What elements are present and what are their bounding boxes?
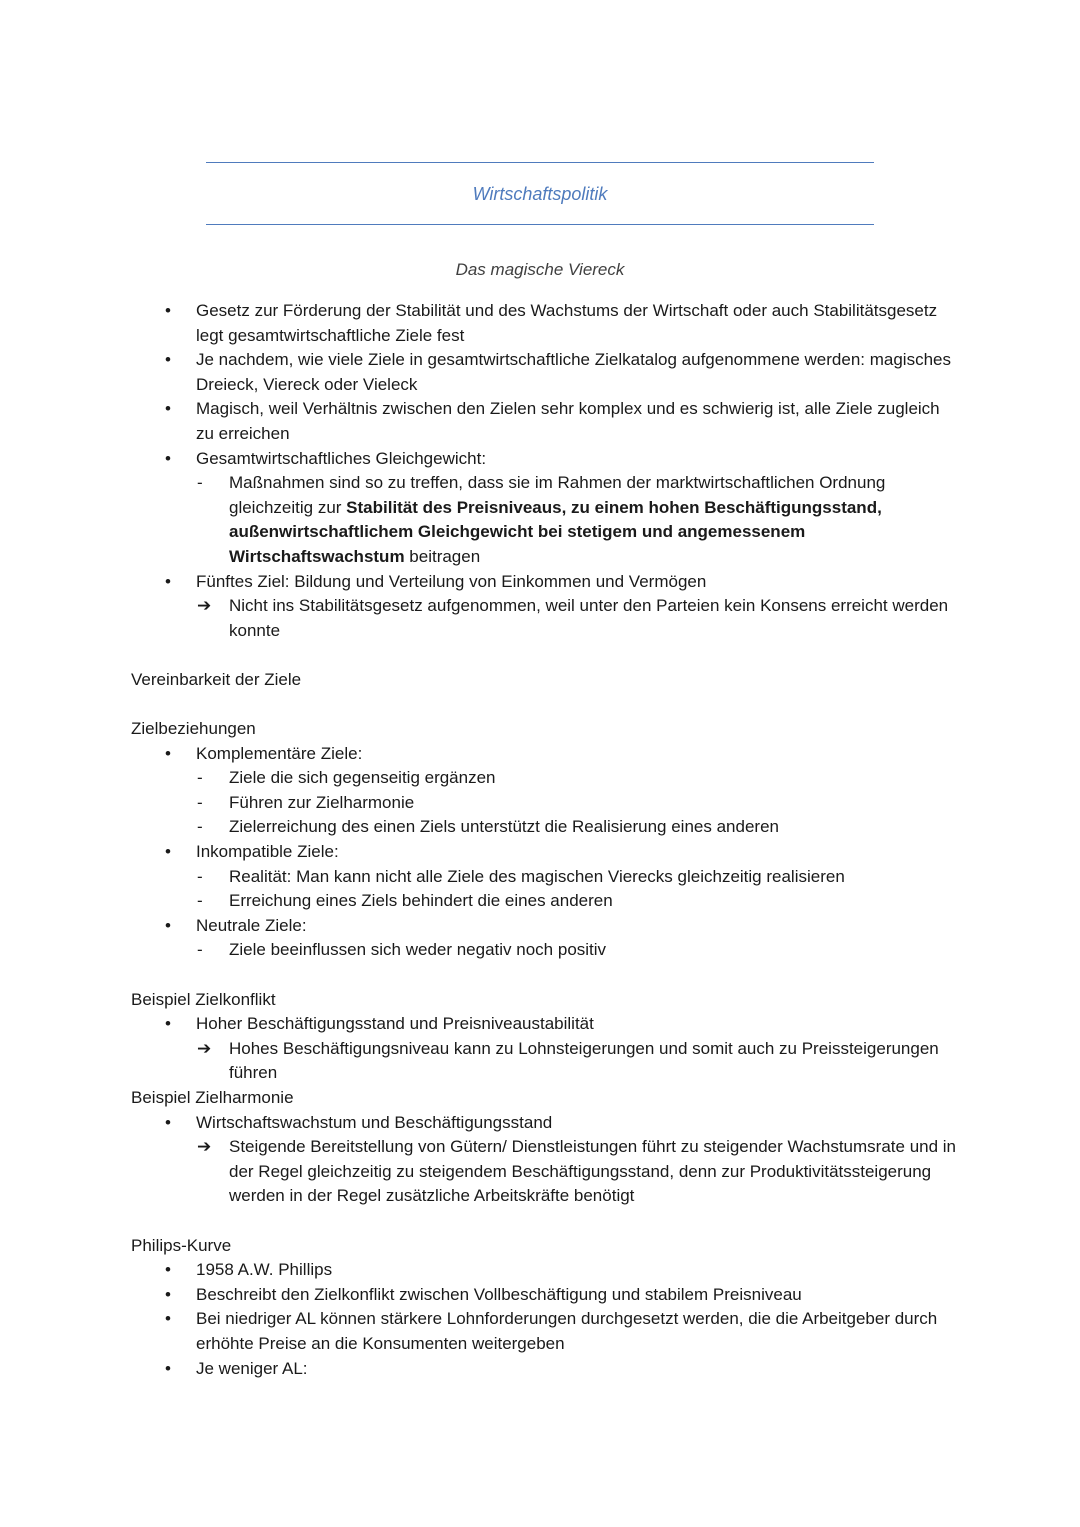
list-item-text: 1958 A.W. Phillips (196, 1260, 333, 1280)
list-item-text: Beschreibt den Zielkonflikt zwischen Vollbeschäftigung und stabilem Preisniveau (196, 1284, 802, 1304)
section-heading-vereinbarkeit: Vereinbarkeit der Ziele (131, 669, 302, 689)
list-item-text: Fünftes Ziel: Bildung und Verteilung von Einkommen und Vermögen (196, 571, 707, 591)
list-item (131, 840, 961, 865)
sub-item-text-end: beitragen (404, 546, 481, 566)
dash-icon: - (197, 940, 203, 960)
dash-icon: - (197, 792, 203, 812)
arrow-item-text: Hohes Beschäftigungsniveau kann zu Lohnsteigerungen und somit auch zu Preissteigerungen führen (229, 1038, 939, 1083)
list-item (131, 1111, 961, 1136)
sub-item-text: Ziele beeinflussen sich weder negativ noch positiv (229, 940, 607, 960)
sub-item-text: Maßnahmen sind so zu treffen, dass sie im Rahmen der marktwirtschaftlichen Ordnung gleichzeitig zur (229, 473, 886, 517)
list-item (131, 299, 961, 348)
list-item-text: Inkompatible Ziele: (196, 842, 339, 862)
list-item (131, 1258, 961, 1283)
list-item-text: Neutrale Ziele: (196, 915, 307, 935)
arrow-right-icon: ➔ (197, 1038, 212, 1058)
section-heading-zielbeziehungen: Zielbeziehungen (131, 719, 256, 739)
list-item-text: Komplementäre Ziele: (196, 743, 363, 763)
list-item (131, 1357, 961, 1382)
sub-item-text: Zielerreichung des einen Ziels unterstützt die Realisierung eines anderen (229, 817, 779, 837)
document-body (131, 299, 961, 1381)
page-title: Wirtschaftspolitik (472, 184, 608, 204)
dash-icon: - (197, 891, 203, 911)
sub-item (131, 865, 961, 890)
dash-icon: - (197, 473, 203, 493)
sub-item (131, 766, 961, 791)
bullet-icon: • (165, 301, 171, 320)
list-item (131, 742, 961, 767)
arrow-item-text: Nicht ins Stabilitätsgesetz aufgenommen, weil unter den Parteien kein Konsens erreicht werden konnte (229, 596, 949, 640)
sub-item (131, 471, 961, 569)
page-subtitle: Das magische Viereck (455, 260, 625, 279)
bullet-icon: • (165, 350, 171, 370)
sub-item (131, 791, 961, 816)
arrow-item (131, 1135, 961, 1209)
list-item-text: Magisch, weil Verhältnis zwischen den Zielen sehr komplex und es schwierig ist, alle Ziele zugleich zu erreichen (196, 399, 940, 443)
section-heading-zielkonflikt: Beispiel Zielkonflikt (131, 989, 276, 1009)
bullet-icon: • (165, 1284, 171, 1304)
dash-icon: - (197, 768, 203, 788)
arrow-item (131, 594, 961, 643)
list-item (131, 1283, 961, 1308)
bullet-icon: • (165, 842, 171, 862)
sub-item (131, 815, 961, 840)
bullet-icon: • (165, 399, 171, 419)
list-item-text: Bei niedriger AL können stärkere Lohnforderungen durchgesetzt werden, die die Arbeitgeber durch erhöhte Preise an die Konsumenten weitergeben (196, 1309, 938, 1353)
bullet-icon: • (165, 743, 171, 763)
list-item-text: Gesamtwirtschaftliches Gleichgewicht: (196, 448, 487, 468)
list-item-text: Hoher Beschäftigungsstand und Preisniveaustabilität (196, 1014, 594, 1034)
list-item-text: Je weniger AL: (196, 1358, 308, 1378)
sub-item (131, 889, 961, 914)
sub-item-bold-text: Stabilität des Preisniveaus, zu einem hohen Beschäftigungsstand, außenwirtschaftlichem Gleichgewicht bei stetigem und angemessenem Wirtschaftswachstum (229, 497, 882, 566)
bullet-icon: • (165, 1014, 171, 1034)
list-item (131, 570, 961, 595)
bullet-icon: • (165, 571, 171, 591)
dash-icon: - (197, 817, 203, 837)
sub-item-text: Realität: Man kann nicht alle Ziele des magischen Vierecks gleichzeitig realisieren (229, 866, 845, 886)
list-item-text: Wirtschaftswachstum und Beschäftigungsstand (196, 1112, 553, 1132)
bullet-icon: • (165, 448, 171, 468)
sub-item-text: Führen zur Zielharmonie (229, 792, 415, 812)
section-heading-zielharmonie: Beispiel Zielharmonie (131, 1088, 294, 1107)
section-heading-philips: Philips-Kurve (131, 1235, 232, 1255)
bullet-icon: • (165, 1112, 171, 1132)
list-item (131, 1307, 961, 1356)
list-item (131, 914, 961, 939)
sub-item-text: Ziele die sich gegenseitig ergänzen (229, 768, 496, 788)
list-item (131, 1012, 961, 1037)
list-item (131, 447, 961, 472)
sub-item (131, 938, 961, 963)
title-rule-bottom (206, 224, 874, 225)
bullet-icon: • (165, 1309, 171, 1329)
arrow-right-icon: ➔ (197, 1137, 212, 1157)
list-item (131, 348, 961, 397)
arrow-right-icon: ➔ (197, 596, 212, 616)
bullet-icon: • (165, 1358, 171, 1378)
list-item (131, 397, 961, 446)
bullet-icon: • (165, 915, 171, 935)
dash-icon: - (197, 866, 203, 886)
list-item-text: Gesetz zur Förderung der Stabilität und des Wachstums der Wirtschaft oder auch Stabilitätsgesetz legt gesamtwirtschaftliche Ziele fest (196, 301, 938, 345)
list-item-text: Je nachdem, wie viele Ziele in gesamtwirtschaftliche Zielkatalog aufgenommene werden: magisches Dreieck, Viereck oder Vieleck (196, 350, 951, 394)
arrow-item-text: Steigende Bereitstellung von Gütern/ Dienstleistungen führt zu steigender Wachstumsrate und in der Regel gleichzeitig zu steigendem Beschäftigungsstand, denn zur Produktivitätssteigerung werden in der Regel zusätzliche Arbeitskräfte benötigt (229, 1137, 957, 1206)
bullet-icon: • (165, 1260, 171, 1280)
arrow-item (131, 1037, 961, 1086)
title-rule-top (206, 162, 874, 163)
sub-item-text: Erreichung eines Ziels behindert die eines anderen (229, 891, 613, 911)
